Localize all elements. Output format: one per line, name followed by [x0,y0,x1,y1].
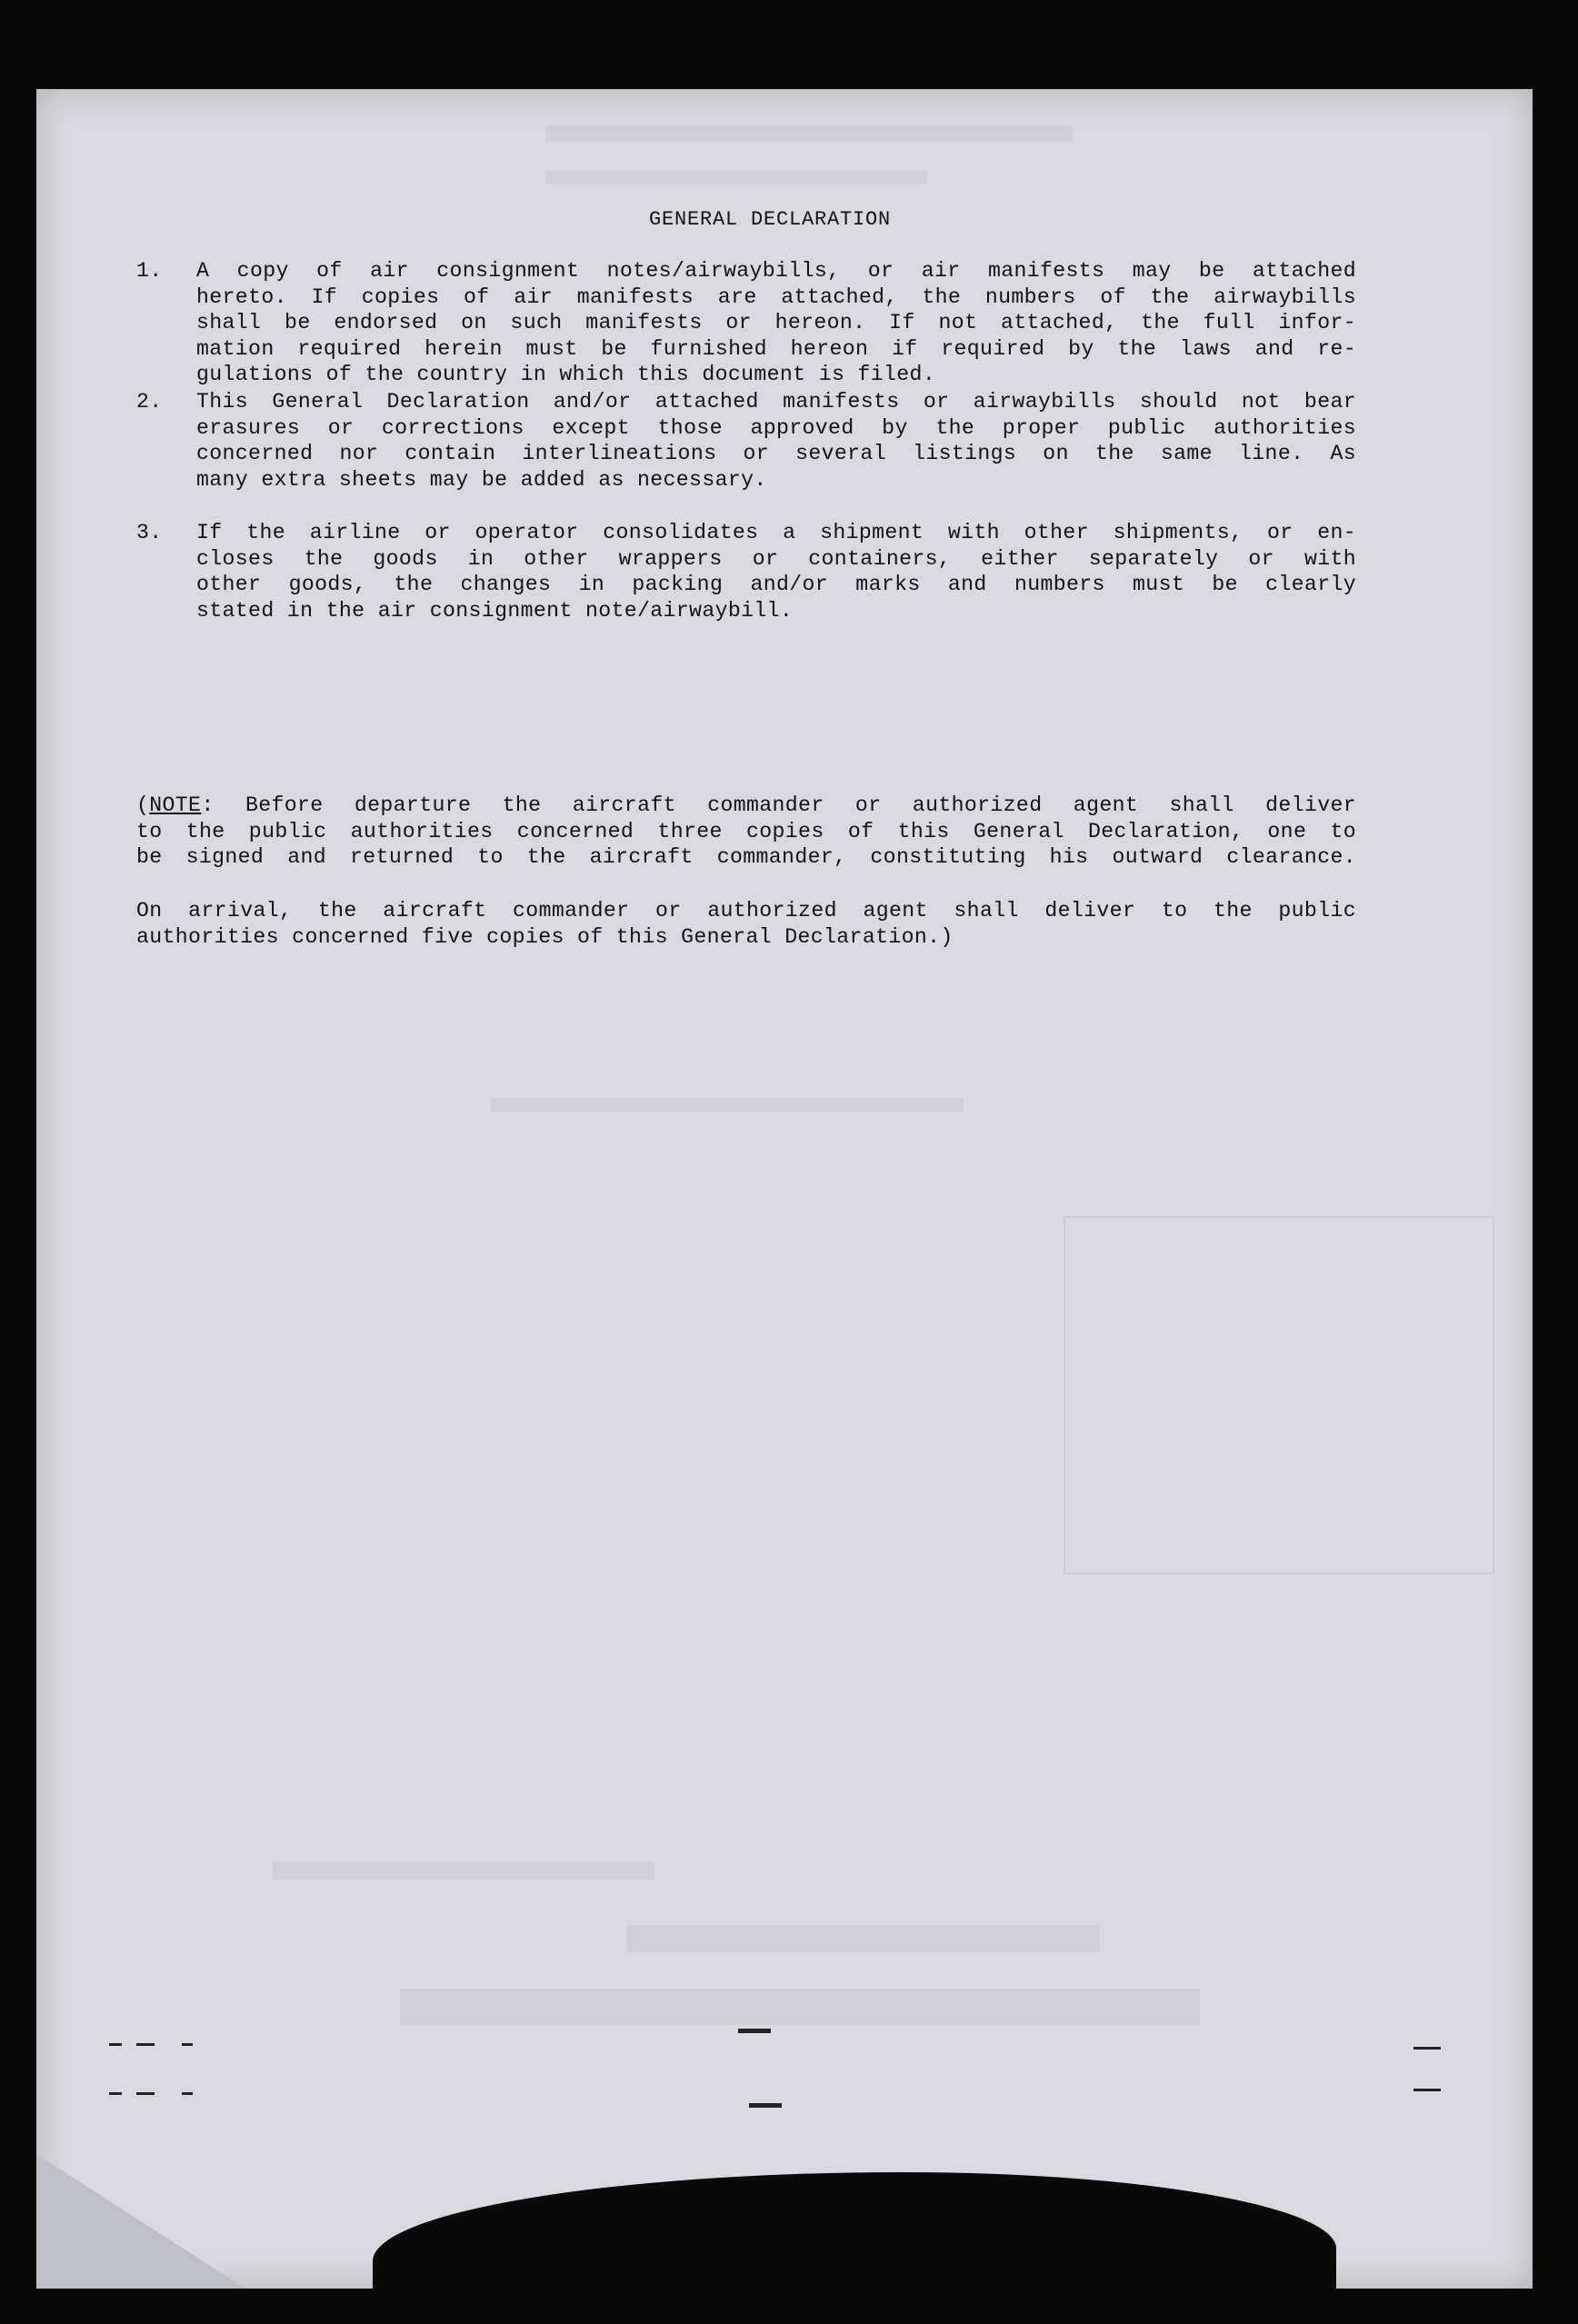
punch-mark [109,2043,122,2046]
text-line: be signed and returned to the aircraft commander, constituting his outward clearance. [136,845,1356,870]
punch-mark [749,2103,782,2108]
punch-mark [136,2092,155,2095]
text-line: : Before departure the aircraft commander or authorized agent shall deliver [201,793,1356,817]
item-number: 3. [136,521,163,544]
text-line: concerned nor contain interlineations or several listings on the same line. As [196,442,1356,466]
item-number: 1. [136,259,163,283]
text-line: If the airline or operator consolidates a shipment with other shipments, or en- [196,521,1356,544]
text-line: This General Declaration and/or attached manifests or airwaybills should not bear [196,390,1356,414]
item-text [196,389,1356,493]
text-line: to the public authorities concerned three copies of this General Declaration, one to [136,819,1356,843]
punch-mark [1413,2047,1441,2050]
note-paragraph [136,793,1356,871]
bleed-through-mark [545,171,927,184]
note-first-line: (NOTE: Before departure the aircraft commander or authorized agent shall deliver [136,793,1356,817]
text-line: mation required herein must be furnished hereon if required by the laws and re- [196,336,1356,361]
item-number: 2. [136,390,163,414]
punch-mark [738,2029,771,2033]
punch-mark [182,2092,193,2095]
punch-mark [136,2043,155,2046]
text-line: shall be endorsed on such manifests or hereon. If not attached, the full infor- [196,311,1356,335]
item-text [196,258,1356,388]
punch-mark [109,2092,122,2095]
text-line: gulations of the country in which this document is filed. [196,363,936,387]
bleed-through-box [1064,1216,1494,1574]
bleed-through-mark [545,125,1073,142]
text-line: erasures or corrections except those approved by the proper public authorities [196,415,1356,440]
document-title: GENERAL DECLARATION [649,208,892,231]
text-line: stated in the air consignment note/airwaybill. [196,598,794,623]
folded-corner [36,2154,245,2289]
bleed-through-mark [273,1861,654,1880]
bleed-through-mark [491,1098,964,1112]
arrival-paragraph [136,898,1356,950]
bleed-through-mark [627,1925,1100,1952]
punch-mark [182,2043,193,2046]
text-line: On arrival, the aircraft commander or authorized agent shall deliver to the public [136,899,1356,923]
text-line: hereto. If copies of air manifests are attached, the numbers of the airwaybills [196,284,1356,309]
text-line: many extra sheets may be added as necessary. [196,467,767,492]
text-line: closes the goods in other wrappers or containers, either separately or with [196,546,1356,571]
text-line: authorities concerned five copies of this General Declaration.) [136,924,954,949]
punch-mark [1413,2089,1441,2091]
bleed-through-mark [400,1989,1200,2025]
text-line: other goods, the changes in packing and/or marks and numbers must be clearly [196,573,1356,597]
note-label: NOTE [149,793,202,817]
item-text [196,520,1356,623]
text-line: A copy of air consignment notes/airwaybills, or air manifests may be attached [196,259,1356,283]
